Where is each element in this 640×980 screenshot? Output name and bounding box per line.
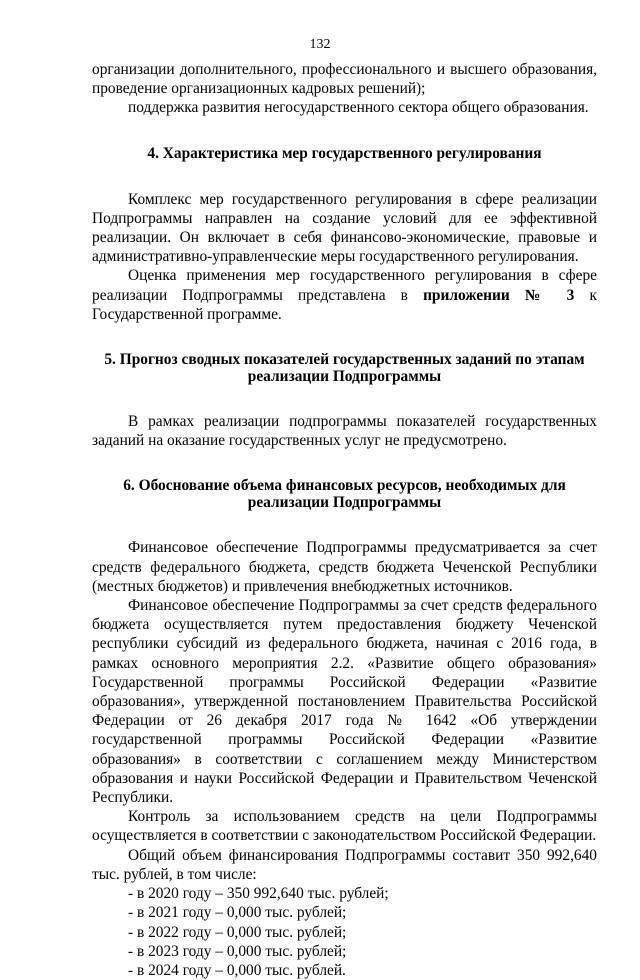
list-item: - в 2020 году – 350 992,640 тыс. рублей; <box>128 885 389 903</box>
section-6-paragraph-3: Контроль за использованием средств на цели Подпрограммы осуществляется в соответствии с законодательством Российской Федерации. <box>92 808 597 845</box>
page-body <box>92 60 597 980</box>
section-5-heading-line-1: 5. Прогноз сводных показателей государственных заданий по этапам <box>104 351 585 369</box>
section-5-heading-line-2: реализации Подпрограммы <box>247 368 442 386</box>
section-4-paragraph-1: Комплекс мер государственного регулирования в сфере реализации Подпрограммы направлен на создание условий для ее эффективной реализации. Он включает в себя финансово-экономические, правовые и административно-управленческие меры государственного регулирования. <box>92 190 597 266</box>
section-4-paragraph-2-end: к Государственной программе. <box>92 286 597 323</box>
paragraph-top-1: организации дополнительного, профессионального и высшего образования, проведение организационных кадровых решений); <box>92 61 597 98</box>
list-item: - в 2021 году – 0,000 тыс. рублей; <box>128 904 347 922</box>
list-item: - в 2022 году – 0,000 тыс. рублей; <box>128 923 347 941</box>
list-item: - в 2023 году – 0,000 тыс. рублей; <box>128 942 347 960</box>
section-6-heading <box>92 477 597 511</box>
page-number: 132 <box>309 37 331 52</box>
section-4-paragraph-2-text: Оценка применения мер государственного регулирования в сфере реализации Подпрограммы представлена в <box>92 267 597 304</box>
section-6-heading-line-2: реализации Подпрограммы <box>247 494 442 512</box>
section-6-heading-line-1: 6. Обоснование объема финансовых ресурсов, необходимых для <box>123 477 566 495</box>
section-6-paragraph-1: Финансовое обеспечение Подпрограммы предусматривается за счет средств федерального бюджета, средств бюджета Чеченской Республики (местных бюджетов) и привлечения внебюджетных источников. <box>92 539 597 595</box>
section-4-heading: 4. Характеристика мер государственного регулирования <box>147 144 542 162</box>
section-6-paragraph-2: Финансовое обеспечение Подпрограммы за счет средств федерального бюджета осуществляется путем предоставления бюджету Чеченской республики субсидий из федерального бюджета, начиная с 2016 года, в рамках основного мероприятия 2.2. «Развитие общего образования» Государственной программы Российской Федерации «Развитие образования», утвержденной постановлением Правительства Российской Федерации от 26 декабря 2017 года № 1642 «Об утверждении государственной программы Российской Федерации «Развитие образования» в соответствии с соглашением между Министерством образования и науки Российской Федерации и Правительством Чеченской Республики. <box>92 597 597 807</box>
list-item: - в 2024 году – 0,000 тыс. рублей. <box>128 961 346 979</box>
section-5-heading <box>92 351 597 385</box>
section-4-paragraph-2 <box>92 266 597 324</box>
section-5-paragraph-1: В рамках реализации подпрограммы показателей государственных заданий на оказание государственных услуг не предусмотрено. <box>92 413 597 450</box>
paragraph-top-2: поддержка развития негосударственного сектора общего образования. <box>128 99 589 117</box>
funding-by-year-list <box>92 884 597 980</box>
section-6-paragraph-4: Общий объем финансирования Подпрограммы составит 350 992,640 тыс. рублей, в том числе: <box>92 846 597 883</box>
appendix-reference: приложении № 3 <box>423 286 575 304</box>
